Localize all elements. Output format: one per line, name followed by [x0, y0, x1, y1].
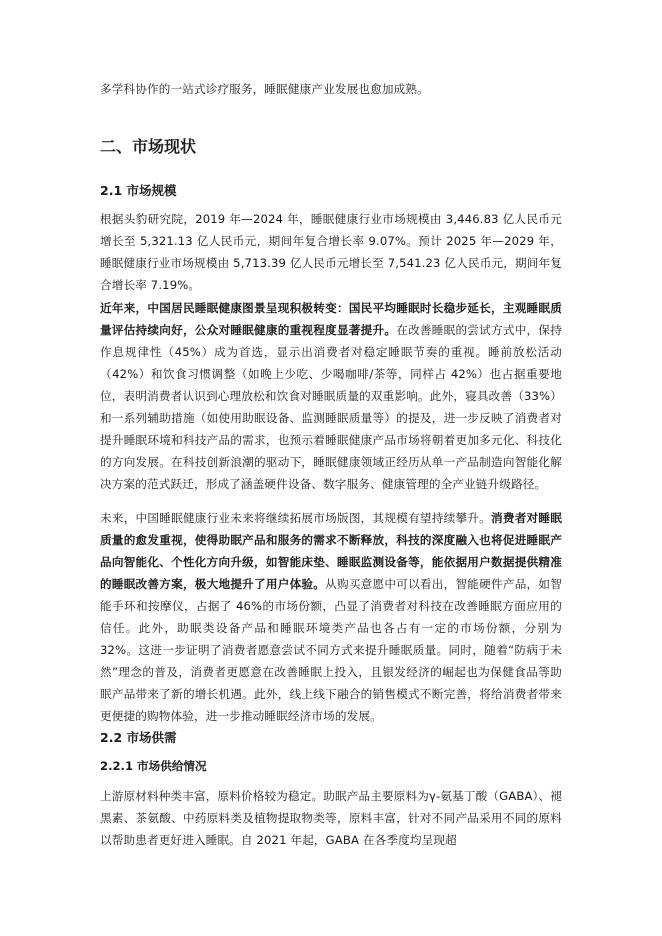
future-outlook-lead: 未来，中国睡眠健康行业未来将继续拓展市场版图，其规模有望持续攀升。: [100, 511, 492, 525]
future-outlook-bold: 消费者对睡眠质量的愈发重视，使得助眠产品和服务的需求不断释放，科技的深度融入也将促进睡眠产品向智能化、个性化方向升级，如智能床垫、睡眠监测设备等，能依据用户数据提供精准的睡眠改善方案，极大地提升了用户体验。: [100, 511, 563, 591]
future-outlook-paragraph: [100, 507, 562, 727]
subsection-heading-market-size: 2.1 市场规模: [100, 183, 177, 198]
supply-paragraph: 上游原材料种类丰富，原料价格较为稳定。助眠产品主要原料为γ-氨基丁酸（GABA）、褪黑素、茶氨酸、中药原料类及植物提取物类等，原料丰富，针对不同产品采用不同的原料以帮助患者更好进入睡眠。自 2021 年起，GABA 在各季度均呈现超: [100, 789, 562, 847]
market-size-paragraph: 根据头豹研究院，2019 年—2024 年，睡眠健康行业市场规模由 3,446.83 亿人民币元增长至 5,321.13 亿人民币元，期间年复合增长率 9.07%。预计 2025 年—2029 年，睡眠健康行业市场规模由 5,713.39 亿人民币元增长至 7,541.23 亿人民币元，期间年复合增长率 7.19%。: [100, 212, 562, 292]
sleep-trend-paragraph: [100, 297, 562, 495]
future-outlook-body: 从购买意愿中可以看出，智能硬件产品，如智能手环和按摩仪，占据了 46%的市场份额，凸显了消费者对科技在改善睡眠方面应用的信任。此外，助眠类设备产品和睡眠环境类产品也各占有一定的市场份额，分别为 32%。这进一步证明了消费者愿意尝试不同方式来提升睡眠质量。同时，随着“防病于未然”理念的普及，消费者更愿意在改善睡眠上投入，且银发经济的崛起也为保健食品等助眠产品带来了新的增长机遇。此外，线上线下融合的销售模式不断完善，将给消费者带来更便捷的购物体验，进一步推动睡眠经济市场的发展。: [100, 577, 562, 723]
subsubsection-heading-supply: 2.2.1 市场供给情况: [100, 759, 207, 773]
sleep-trend-body: 在改善睡眠的尝试方式中，保持作息规律性（45%）成为首选，显示出消费者对稳定睡眠节奏的重视。睡前放松活动（42%）和饮食习惯调整（如晚上少吃、少喝咖啡/茶等，同样占 42%）也占据重要地位，表明消费者认识到心理放松和饮食对睡眠质量的双重影响。此外，寝具改善（33%）和一系列辅助措施（如使用助眠设备、监测睡眠质量等）的提及，进一步反映了消费者对提升睡眠环境和科技产品的需求，也预示着睡眠健康产品市场将朝着更加多元化、科技化的方向发展。在科技创新浪潮的驱动下，睡眠健康领域正经历从单一产品制造向智能化解决方案的范式跃迁，形成了涵盖硬件设备、数字服务、健康管理的全产业链升级路径。: [100, 323, 562, 491]
intro-paragraph: 多学科协作的一站式诊疗服务，睡眠健康产业发展也愈加成熟。: [100, 82, 429, 96]
subsection-heading-supply-demand: 2.2 市场供需: [100, 730, 177, 745]
section-heading-market-status: 二、市场现状: [100, 137, 197, 156]
sleep-trend-bold-lead: 近年来，中国居民睡眠健康图景呈现积极转变：国民平均睡眠时长稳步延长，主观睡眠质量评估持续向好，公众对睡眠健康的重视程度显著提升。: [100, 301, 562, 337]
